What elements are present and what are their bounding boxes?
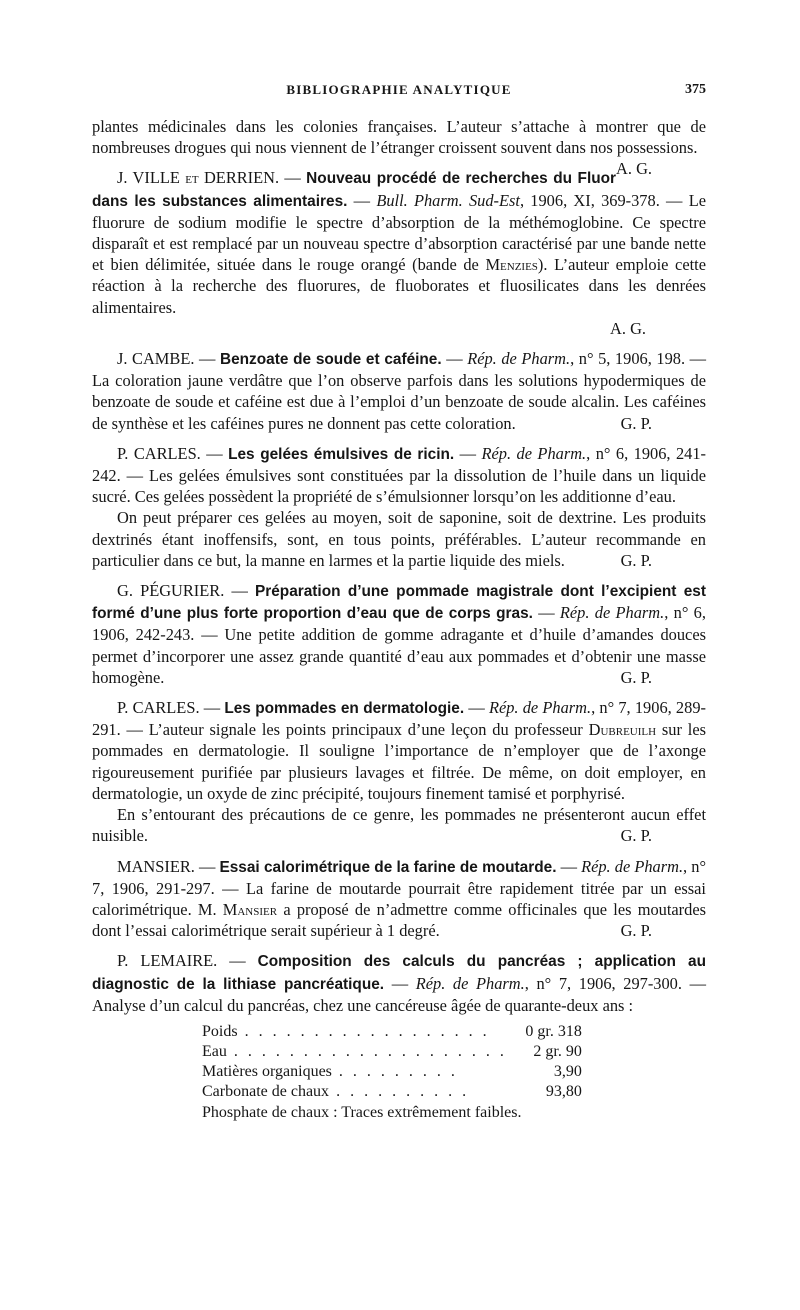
entry-text: Le fluorure de sodium modifie le spectre d’absorption de la méthémoglobine. Ce spectre disparaît et est remplacé par un nouveau spectre d’absorption caractérisé par une bande nette et bien délimitée, située dans le rouge orangé (bande de [92,190,706,275]
analysis-last-line: Phosphate de chaux : Traces extrêmement faibles. [202,1103,522,1121]
entry-text: Les gelées émulsives sont constituées par la dissolution de l’huile dans un liquide sucré. Ces gelées possèdent la propriété de s’émulsionner lorsqu’on les additionne d’eau. [92,466,706,507]
signature: A. G. [616,159,652,179]
signature: G. P. [620,413,652,433]
leader-dots: . . . . . . . . . [331,1062,458,1080]
entry-ref: , n° 6, 1906, 242-243. [92,603,706,645]
bibliography-entry: MANSIER. — Essai calorimétrique de la farine de moutarde. — Rép. de Pharm., n° 7, 1906, 291-297. — La farine de moutarde pourrait être rapidement titrée par un essai calorimétrique. M. Mansier a proposé de n’admettre comme officinales que les moutardes dont l’essai calorimétrique serait supérieur à 1 degré. G. P. [92,856,706,941]
entry-text: L’auteur signale les points principaux d’une leçon du professeur [148,720,589,740]
entry-title: Benzoate de soude et caféine. [219,351,442,369]
bibliography-entry: P. CARLES. — Les pommades en dermatologie. — Rép. de Pharm., n° 7, 1906, 289-291. — L’auteur signale les points principaux d’une leçon du professeur Dubreuilh sur les pommades en dermatologie. Il souligne l’importance de n’employer que de l’axonge rigoureusement purifiée par plusieurs lavages et filtrée. De même, on doit employer, en dermatologie, un oxyde de zinc précipité, toujours finement tamisé et porphyrisé. En s’entourant des précautions de ce genre, les pommades ne présenteront aucun effet nuisible. G. P. [92,698,706,846]
table-row [202,1062,582,1082]
entry-text-continued: On peut préparer ces gelées au moyen, soit de saponine, soit de dextrine. Les produits dextrinés étant inoffensifs, sont, en tous points, préférables. L’auteur recommande en particulier dans ce but, la manne en larmes et la partie liquide des miels. [92,508,706,570]
entry-source: Bull. Pharm. Sud-Est [376,190,520,210]
entry-text: sur les pommades en dermatologie. Il souligne l’importance de n’employer que de l’axonge rigoureusement purifiée par plusieurs lavages et filtrée. De même, on doit employer, en dermatologie, un oxyde de zinc précipité, toujours finement tamisé et porphyrisé. [92,720,706,803]
entry-author: P. LEMAIRE. [117,951,218,971]
row-value: 93,80 [545,1082,582,1100]
analysis-table [202,1022,582,1102]
entry-author: P. CARLES. [117,443,201,463]
person-name: Dubreuilh [588,720,657,740]
signature: G. P. [620,667,652,687]
signature: G. P. [620,921,652,941]
entry-source: Rép. de Pharm. [559,603,665,623]
table-row [202,1082,582,1102]
entry-ref: , n° 5, 1906, 198. [570,349,686,369]
person-name: Mansier [222,899,278,919]
bibliography-entry: P. LEMAIRE. — Composition des calculs du pancréas ; application au diagnostic de la lithiase pancréatique. — Rép. de Pharm., n° 7, 1906, 297-300. — Analyse d’un calcul du pancréas, chez une cancéreuse âgée de quarante-deux ans : Poids . . . . . . . . . . . . . . . . . . 0 gr. 318 Eau . . . . . . . . . . . . . . . . . . . . 2 gr. 90 Matières organiques . . . . . . . . . 3,90 Carbonate de chaux . . . . . . . . . . 93,80 Phosphate de chaux : Traces extrêmement faibles. [92,950,706,1123]
entry-source: Rép. de Pharm. [481,443,587,463]
table-row [202,1042,582,1062]
entry-ref: , n° 7, 1906, 291-297. [92,856,706,898]
table-row [202,1022,582,1042]
bibliography-entry: P. CARLES. — Les gelées émulsives de ricin. — Rép. de Pharm., n° 6, 1906, 241-242. — Les gelées émulsives sont constituées par la dissolution de l’huile dans un liquide sucré. Ces gelées possèdent la propriété de s’émulsionner lorsqu’on les additionne d’eau. On peut préparer ces gelées au moyen, soit de saponine, soit de dextrine. Les produits dextrinés étant inoffensifs, sont, en tous points, préférables. L’auteur recommande en particulier dans ce but, la manne en larmes et la partie liquide des miels. G. P. [92,443,707,570]
row-value: 2 gr. 90 [533,1042,582,1060]
row-label: Eau [202,1042,227,1060]
bibliography-entry: J. VILLE et DERRIEN. — Nouveau procédé de recherches du Fluor dans les substances alimentaires. — Bull. Pharm. Sud-Est, 1906, XI, 369-378. — Le fluorure de sodium modifie le spectre d’absorption de la méthémoglobine. Ce spectre disparaît et est remplacé par un nouveau spectre d’absorption caractérisé par une bande nette et bien délimitée, située dans le rouge orangé (bande de Menzies). L’auteur emploie cette réaction à la recherche des fluorures, de fluoborates et fluosilicates dans les denrées alimentaires. A. G. [92,168,706,338]
entry-ref: , n° 7, 1906, 289-291. [92,698,706,740]
row-label: Carbonate de chaux [202,1082,330,1100]
entry-title: Les pommades en dermatologie. [224,700,465,718]
signature: G. P. [620,826,652,846]
leader-dots: . . . . . . . . . . [329,1082,470,1100]
leader-dots: . . . . . . . . . . . . . . . . . . [237,1022,490,1040]
entry-text: La coloration jaune verdâtre que l’on observe parfois dans les solutions hypodermiques de benzoate de soude et caféine est due à l’emploi d’un benzoate de soude alcalin. Les caféines de synthèse et les caféines pures ne donnent pas cette coloration. [92,371,706,433]
entry-title: Préparation d’une pommade magistrale dont l’excipient est formé d’une plus forte proportion d’eau que de corps gras. [92,583,706,623]
entry-text-continued: En s’entourant des précautions de ce genre, les pommades ne présenteront aucun effet nuisible. [92,805,706,846]
row-value: 3,90 [553,1062,582,1080]
row-label: Poids [202,1022,238,1040]
body-text [92,116,706,1123]
entry-author: P. CARLES. [117,698,200,718]
page-number: 375 [685,82,706,97]
entry-text: Analyse d’un calcul du pancréas, chez une cancéreuse âgée de quarante-deux ans : [92,995,634,1015]
entry-source: Rép. de Pharm. [467,349,571,369]
entry-source: Rép. de Pharm. [581,856,684,876]
intro-text: plantes médicinales dans les colonies françaises. L’auteur s’attache à montrer que de nombreuses drogues qui nous viennent de l’étranger croissent souvent dans nos possessions. [92,117,706,158]
entry-ref: , n° 7, 1906, 297-300. [524,973,682,993]
entry-author: J. CAMBE. [117,349,195,369]
row-value: 0 gr. 318 [525,1022,582,1040]
bibliography-entry: J. CAMBE. — Benzoate de soude et caféine. — Rép. de Pharm., n° 5, 1906, 198. — La coloration jaune verdâtre que l’on observe parfois dans les solutions hypodermiques de benzoate de soude et caféine est due à l’emploi d’un benzoate de soude alcalin. Les caféines de synthèse et les caféines pures ne donnent pas cette coloration. G. P. [92,349,707,433]
signature: G. P. [620,550,652,570]
leader-dots: . . . . . . . . . . . . . . . . . . . . [226,1042,507,1060]
signature: A. G. [610,318,646,338]
entry-title: Composition des calculs du pancréas ; application au diagnostic de la lithiase pancréatique. [92,953,707,993]
entry-author: G. PÉGURIER. [117,581,225,601]
entry-ref: , 1906, XI, 369-378. [519,190,660,210]
entry-ref: , n° 6, 1906, 241-242. [92,443,707,486]
entry-text: La farine de moutarde pourrait être rapidement titrée par un essai calorimétrique. M. [92,878,706,919]
entry-text: a proposé de n’admettre comme officinales que les moutardes dont l’essai calorimétrique serait supérieur à 1 degré. [92,899,706,941]
running-title: BIBLIOGRAPHIE ANALYTIQUE [286,82,512,97]
page-header [92,82,706,104]
entry-title: Essai calorimétrique de la farine de moutarde. [219,858,557,876]
bibliography-entry: G. PÉGURIER. — Préparation d’une pommade magistrale dont l’excipient est formé d’une plus forte proportion d’eau que de corps gras. — Rép. de Pharm., n° 6, 1906, 242-243. — Une petite addition de gomme adragante et d’huile d’amandes douces permet d’incorporer une assez grande quantité d’eau aux pommades et d’obtenir une masse homogène. G. P. [92,581,706,687]
entry-source: Rép. de Pharm. [415,973,525,993]
entry-title: Nouveau procédé de recherches du Fluor dans les substances alimentaires. [92,170,617,210]
entry-author: MANSIER. [117,856,195,876]
entry-title: Les gelées émulsives de ricin. [228,445,455,463]
row-label: Matières organiques [202,1062,332,1080]
entry-text: Une petite addition de gomme adragante et d’huile d’amandes douces permet d’incorporer une assez grande quantité d’eau aux pommades et d’obtenir une masse homogène. [92,625,706,687]
entry-author: J. VILLE et DERRIEN. [117,168,280,188]
person-name: Menzies [485,255,538,275]
entry-text: ). L’auteur emploie cette réaction à la recherche des fluorures, de fluoborates et fluosilicates dans les denrées alimentaires. [92,255,706,317]
entry-source: Rép. de Pharm. [488,698,592,718]
